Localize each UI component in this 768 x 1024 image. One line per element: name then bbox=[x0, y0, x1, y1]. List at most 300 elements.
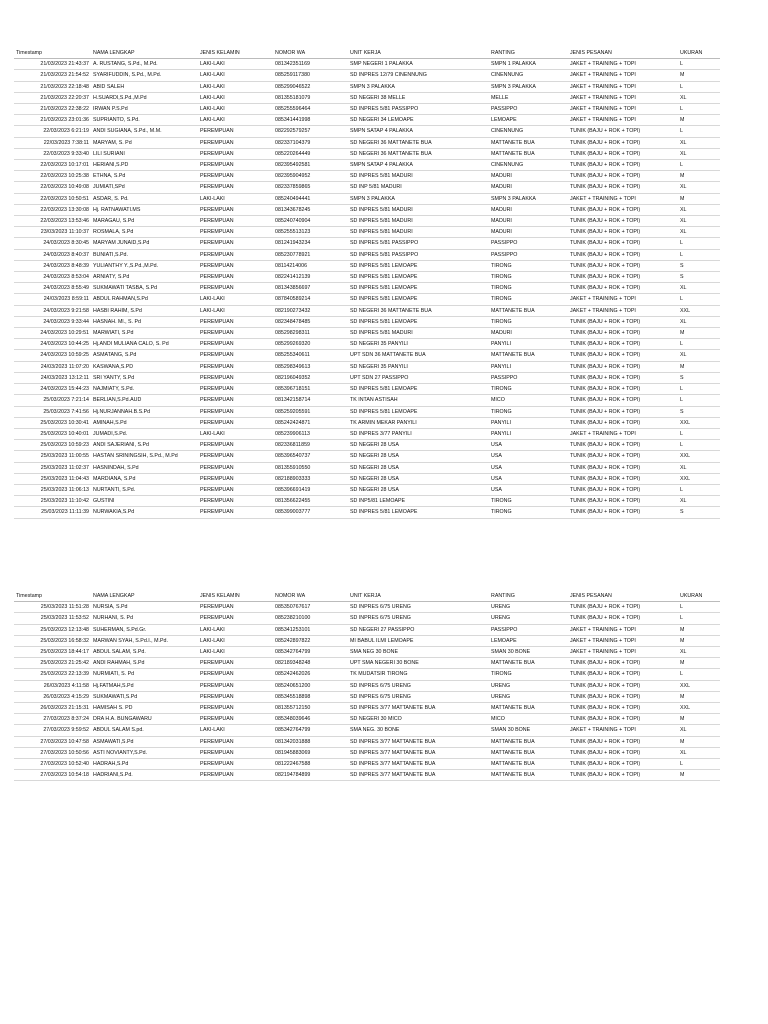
size-cell: S bbox=[678, 260, 720, 271]
gender-cell: PEREMPUAN bbox=[198, 496, 273, 507]
column-header: UKURAN bbox=[678, 48, 720, 59]
table-row bbox=[14, 372, 720, 383]
branch-cell: USA bbox=[489, 451, 568, 462]
unit-cell: TK ARMIN MEKAR PANYILI bbox=[348, 417, 489, 428]
name-cell: ASMAWATI,S.Pd bbox=[91, 736, 198, 747]
name-cell: HASTAN SRININGSIH, S.Pd., M.Pd bbox=[91, 451, 198, 462]
table-row bbox=[14, 238, 720, 249]
size-cell: M bbox=[678, 691, 720, 702]
order-type-cell: TUNIK (BAJU + ROK + TOPI) bbox=[568, 216, 678, 227]
column-header: NOMOR WA bbox=[273, 591, 348, 602]
order-type-cell: TUNIK (BAJU + ROK + TOPI) bbox=[568, 406, 678, 417]
timestamp-cell: 25/03/2023 11:04:43 bbox=[14, 473, 91, 484]
size-cell: L bbox=[678, 126, 720, 137]
order-type-cell: TUNIK (BAJU + ROK + TOPI) bbox=[568, 260, 678, 271]
gender-cell: LAKI-LAKI bbox=[198, 635, 273, 646]
size-cell: XXL bbox=[678, 451, 720, 462]
size-cell: S bbox=[678, 507, 720, 518]
column-header: UNIT KERJA bbox=[348, 591, 489, 602]
gender-cell: PEREMPUAN bbox=[198, 736, 273, 747]
order-type-cell: TUNIK (BAJU + ROK + TOPI) bbox=[568, 372, 678, 383]
gender-cell: LAKI-LAKI bbox=[198, 725, 273, 736]
table-row bbox=[14, 473, 720, 484]
timestamp-cell: 24/03/2023 8:40:37 bbox=[14, 249, 91, 260]
size-cell: XL bbox=[678, 725, 720, 736]
phone-cell: 082292579257 bbox=[273, 126, 348, 137]
size-cell: M bbox=[678, 361, 720, 372]
branch-cell: TIRONG bbox=[489, 669, 568, 680]
branch-cell: PANYILI bbox=[489, 339, 568, 350]
branch-cell: PASSIPPO bbox=[489, 238, 568, 249]
order-type-cell: TUNIK (BAJU + ROK + TOPI) bbox=[568, 602, 678, 613]
table-row bbox=[14, 451, 720, 462]
unit-cell: SD INPRES 6/75 URENG bbox=[348, 602, 489, 613]
gender-cell: PEREMPUAN bbox=[198, 227, 273, 238]
timestamp-cell: 22/03/2023 10:25:38 bbox=[14, 171, 91, 182]
size-cell: L bbox=[678, 384, 720, 395]
unit-cell: SD NEGERI 28 USA bbox=[348, 440, 489, 451]
branch-cell: MATTANETE BUA bbox=[489, 703, 568, 714]
timestamp-cell: 25/03/2023 11:00:55 bbox=[14, 451, 91, 462]
size-cell: XXL bbox=[678, 680, 720, 691]
size-cell: S bbox=[678, 372, 720, 383]
column-header: NAMA LENGKAP bbox=[91, 591, 198, 602]
unit-cell: SD INPRES 6/75 URENG bbox=[348, 680, 489, 691]
branch-cell: SMPN 1 PALAKKA bbox=[489, 59, 568, 70]
branch-cell: PANYILI bbox=[489, 361, 568, 372]
gender-cell: PEREMPUAN bbox=[198, 126, 273, 137]
gender-cell: PEREMPUAN bbox=[198, 160, 273, 171]
timestamp-cell: 25/03/2023 12:13:48 bbox=[14, 624, 91, 635]
timestamp-cell: 24/03/2023 9:21:58 bbox=[14, 305, 91, 316]
phone-cell: 085242462026 bbox=[273, 669, 348, 680]
table-row bbox=[14, 714, 720, 725]
unit-cell: SD NEGERI 30 MICO bbox=[348, 714, 489, 725]
unit-cell: SD INPRES 5/81 LEMOAPE bbox=[348, 406, 489, 417]
timestamp-cell: 24/03/2023 8:30:45 bbox=[14, 238, 91, 249]
table-row bbox=[14, 137, 720, 148]
size-cell: M bbox=[678, 193, 720, 204]
unit-cell: SD INPRES 3/77 MATTANETE BUA bbox=[348, 770, 489, 781]
phone-cell: 082336811859 bbox=[273, 440, 348, 451]
table-row bbox=[14, 440, 720, 451]
table-row bbox=[14, 736, 720, 747]
timestamp-cell: 24/03/2023 9:33:44 bbox=[14, 316, 91, 327]
name-cell: BERLIAN,S.Pd.AUD bbox=[91, 395, 198, 406]
gender-cell: PEREMPUAN bbox=[198, 613, 273, 624]
unit-cell: SD INPRES 5/81 MADURI bbox=[348, 216, 489, 227]
timestamp-cell: 24/03/2023 13:12:11 bbox=[14, 372, 91, 383]
order-type-cell: TUNIK (BAJU + ROK + TOPI) bbox=[568, 384, 678, 395]
gender-cell: LAKI-LAKI bbox=[198, 647, 273, 658]
table-row bbox=[14, 204, 720, 215]
gender-cell: PEREMPUAN bbox=[198, 714, 273, 725]
name-cell: YULIANTHY Y.,S.Pd.,M.Pd. bbox=[91, 260, 198, 271]
size-cell: M bbox=[678, 171, 720, 182]
name-cell: Hj.NURJANNAH.B.S.Pd bbox=[91, 406, 198, 417]
phone-cell: 081342031888 bbox=[273, 736, 348, 747]
timestamp-cell: 21/03/2023 22:38:22 bbox=[14, 104, 91, 115]
phone-cell: 081356622455 bbox=[273, 496, 348, 507]
order-type-cell: TUNIK (BAJU + ROK + TOPI) bbox=[568, 238, 678, 249]
gender-cell: PEREMPUAN bbox=[198, 658, 273, 669]
order-type-cell: TUNIK (BAJU + ROK + TOPI) bbox=[568, 148, 678, 159]
branch-cell: MICO bbox=[489, 714, 568, 725]
unit-cell: SD NEGERI 34 LEMOAPE bbox=[348, 115, 489, 126]
timestamp-cell: 22/03/2023 10:17:01 bbox=[14, 160, 91, 171]
gender-cell: PEREMPUAN bbox=[198, 350, 273, 361]
phone-cell: 082395492581 bbox=[273, 160, 348, 171]
gender-cell: PEREMPUAN bbox=[198, 417, 273, 428]
phone-cell: 085242424871 bbox=[273, 417, 348, 428]
branch-cell: MADURI bbox=[489, 182, 568, 193]
name-cell: Hj.ANDI MULIANA CALO, S. Pd bbox=[91, 339, 198, 350]
phone-cell: 085240651200 bbox=[273, 680, 348, 691]
branch-cell: SMPN 3 PALAKKA bbox=[489, 193, 568, 204]
column-header: UNIT KERJA bbox=[348, 48, 489, 59]
phone-cell: 085255513123 bbox=[273, 227, 348, 238]
unit-cell: SD NEGERI 36 MATTANETE BUA bbox=[348, 137, 489, 148]
branch-cell: URENG bbox=[489, 602, 568, 613]
order-type-cell: TUNIK (BAJU + ROK + TOPI) bbox=[568, 272, 678, 283]
timestamp-cell: 22/03/2023 10:50:51 bbox=[14, 193, 91, 204]
table-row bbox=[14, 406, 720, 417]
unit-cell: UPT SMA NEGERI 30 BONE bbox=[348, 658, 489, 669]
unit-cell: SD INPRES 5/81 LEMOAPE bbox=[348, 283, 489, 294]
table-row bbox=[14, 227, 720, 238]
size-cell: M bbox=[678, 328, 720, 339]
phone-cell: 081343856697 bbox=[273, 283, 348, 294]
table-row bbox=[14, 669, 720, 680]
timestamp-cell: 25/03/2023 11:11:39 bbox=[14, 507, 91, 518]
gender-cell: PEREMPUAN bbox=[198, 770, 273, 781]
size-cell: M bbox=[678, 70, 720, 81]
order-type-cell: TUNIK (BAJU + ROK + TOPI) bbox=[568, 613, 678, 624]
size-cell: L bbox=[678, 440, 720, 451]
size-cell: M bbox=[678, 624, 720, 635]
timestamp-cell: 22/03/2023 13:53:46 bbox=[14, 216, 91, 227]
name-cell: SRI YANTY, S.Pd bbox=[91, 372, 198, 383]
unit-cell: SMPN SATAP 4 PALAKKA bbox=[348, 126, 489, 137]
phone-cell: 085259117380 bbox=[273, 70, 348, 81]
size-cell: XL bbox=[678, 216, 720, 227]
unit-cell: SD INPRES 3/77 MATTANETE BUA bbox=[348, 759, 489, 770]
table-row bbox=[14, 635, 720, 646]
table-row bbox=[14, 361, 720, 372]
gender-cell: LAKI-LAKI bbox=[198, 70, 273, 81]
phone-cell: 081222467588 bbox=[273, 759, 348, 770]
table-row bbox=[14, 417, 720, 428]
name-cell: HASNINDAH, S.Pd bbox=[91, 462, 198, 473]
branch-cell: PASSIPPO bbox=[489, 624, 568, 635]
order-type-cell: JAKET + TRAINING + TOPI bbox=[568, 81, 678, 92]
size-cell: L bbox=[678, 81, 720, 92]
branch-cell: PASSIPPO bbox=[489, 372, 568, 383]
gender-cell: LAKI-LAKI bbox=[198, 624, 273, 635]
timestamp-cell: 25/03/2023 10:40:01 bbox=[14, 428, 91, 439]
order-type-cell: TUNIK (BAJU + ROK + TOPI) bbox=[568, 361, 678, 372]
phone-cell: 082190273432 bbox=[273, 305, 348, 316]
branch-cell: LEMOAPE bbox=[489, 635, 568, 646]
phone-cell: 085259205591 bbox=[273, 406, 348, 417]
name-cell: SYARIFUDDIN, S.Pd., M.Pd. bbox=[91, 70, 198, 81]
name-cell: NURWAKIA,S.Pd bbox=[91, 507, 198, 518]
column-header: JENIS KELAMIN bbox=[198, 591, 273, 602]
table-row bbox=[14, 691, 720, 702]
gender-cell: PEREMPUAN bbox=[198, 669, 273, 680]
unit-cell: SD INPRES 3/77 PANYILI bbox=[348, 428, 489, 439]
branch-cell: MATTANETE BUA bbox=[489, 137, 568, 148]
unit-cell: SD INPRES 5/81 LEMOAPE bbox=[348, 272, 489, 283]
table-row bbox=[14, 171, 720, 182]
size-cell: L bbox=[678, 59, 720, 70]
name-cell: MARYAM JUNAID,S.Pd bbox=[91, 238, 198, 249]
branch-cell: USA bbox=[489, 462, 568, 473]
unit-cell: SMPN 3 PALAKKA bbox=[348, 81, 489, 92]
order-type-cell: TUNIK (BAJU + ROK + TOPI) bbox=[568, 137, 678, 148]
gender-cell: PEREMPUAN bbox=[198, 216, 273, 227]
branch-cell: CINENNUNG bbox=[489, 70, 568, 81]
branch-cell: URENG bbox=[489, 680, 568, 691]
size-cell: L bbox=[678, 339, 720, 350]
name-cell: JUMADI,S.Pd. bbox=[91, 428, 198, 439]
table-row bbox=[14, 272, 720, 283]
unit-cell: SD NEGERI 36 MATTANETE BUA bbox=[348, 305, 489, 316]
table-row bbox=[14, 462, 720, 473]
branch-cell: SMAN 30 BONE bbox=[489, 725, 568, 736]
phone-cell: 081355181079 bbox=[273, 92, 348, 103]
branch-cell: TIRONG bbox=[489, 294, 568, 305]
unit-cell: SD INPRES 5/81 MADURI bbox=[348, 171, 489, 182]
order-type-cell: TUNIK (BAJU + ROK + TOPI) bbox=[568, 182, 678, 193]
gender-cell: PEREMPUAN bbox=[198, 260, 273, 271]
name-cell: NURTANTI, S.Pd. bbox=[91, 484, 198, 495]
name-cell: DRA H.A. BUNGAWARU bbox=[91, 714, 198, 725]
timestamp-cell: 21/03/2023 21:54:52 bbox=[14, 70, 91, 81]
name-cell: NURMIATI, S. Pd bbox=[91, 669, 198, 680]
column-header: UKURAN bbox=[678, 591, 720, 602]
table-row bbox=[14, 294, 720, 305]
order-type-cell: TUNIK (BAJU + ROK + TOPI) bbox=[568, 680, 678, 691]
branch-cell: PANYILI bbox=[489, 417, 568, 428]
unit-cell: SMP NEGERI 1 PALAKKA bbox=[348, 59, 489, 70]
timestamp-cell: 22/03/2023 9:33:40 bbox=[14, 148, 91, 159]
table-row bbox=[14, 126, 720, 137]
phone-cell: 082188903333 bbox=[273, 473, 348, 484]
name-cell: Hj. RATNAWATI.MS bbox=[91, 204, 198, 215]
unit-cell: SD NEGERI 28 USA bbox=[348, 473, 489, 484]
name-cell: ABID SALEH bbox=[91, 81, 198, 92]
name-cell: AMINAH,S.Pd bbox=[91, 417, 198, 428]
timestamp-cell: 25/03/2023 11:10:42 bbox=[14, 496, 91, 507]
gender-cell: PEREMPUAN bbox=[198, 440, 273, 451]
timestamp-cell: 21/03/2023 23:01:36 bbox=[14, 115, 91, 126]
timestamp-cell: 21/03/2023 21:43:37 bbox=[14, 59, 91, 70]
column-header: Timestamp bbox=[14, 48, 91, 59]
timestamp-cell: 21/03/2023 22:18:48 bbox=[14, 81, 91, 92]
order-type-cell: JAKET + TRAINING + TOPI bbox=[568, 115, 678, 126]
phone-cell: 085255340611 bbox=[273, 350, 348, 361]
branch-cell: MADURI bbox=[489, 204, 568, 215]
phone-cell: 082395904952 bbox=[273, 171, 348, 182]
size-cell: L bbox=[678, 249, 720, 260]
name-cell: ASDAR, S. Pd. bbox=[91, 193, 198, 204]
unit-cell: SD NEGERI 27 PASSIPPO bbox=[348, 624, 489, 635]
gender-cell: PEREMPUAN bbox=[198, 691, 273, 702]
unit-cell: SD INPRES 5/81 PASSIPPO bbox=[348, 238, 489, 249]
table-row bbox=[14, 249, 720, 260]
table-row bbox=[14, 602, 720, 613]
timestamp-cell: 25/03/2023 10:30:41 bbox=[14, 417, 91, 428]
phone-cell: 085341253101 bbox=[273, 624, 348, 635]
size-cell: M bbox=[678, 635, 720, 646]
name-cell: NURSIA, S.Pd bbox=[91, 602, 198, 613]
table-body bbox=[14, 602, 720, 781]
size-cell: L bbox=[678, 613, 720, 624]
phone-cell: 08114214006 bbox=[273, 260, 348, 271]
phone-cell: 085238210100 bbox=[273, 613, 348, 624]
column-header: JENIS PESANAN bbox=[568, 48, 678, 59]
size-cell: XL bbox=[678, 182, 720, 193]
table-row bbox=[14, 507, 720, 518]
order-type-cell: JAKET + TRAINING + TOPI bbox=[568, 647, 678, 658]
phone-cell: 085345518898 bbox=[273, 691, 348, 702]
phone-cell: 087840589214 bbox=[273, 294, 348, 305]
size-cell: XL bbox=[678, 148, 720, 159]
branch-cell: SMAN 30 BONE bbox=[489, 647, 568, 658]
table-row bbox=[14, 216, 720, 227]
name-cell: NAJMIATY, S.Pd. bbox=[91, 384, 198, 395]
branch-cell: CINENNUNG bbox=[489, 160, 568, 171]
timestamp-cell: 25/03/2023 7:41:56 bbox=[14, 406, 91, 417]
table-body bbox=[14, 59, 720, 518]
size-cell: XL bbox=[678, 204, 720, 215]
timestamp-cell: 25/03/2023 18:44:17 bbox=[14, 647, 91, 658]
timestamp-cell: 27/03/2023 10:54:18 bbox=[14, 770, 91, 781]
phone-cell: 085299269320 bbox=[273, 339, 348, 350]
unit-cell: SD INPRES 5/81 PASSIPPO bbox=[348, 249, 489, 260]
size-cell: XXL bbox=[678, 417, 720, 428]
phone-cell: 081355910550 bbox=[273, 462, 348, 473]
table-row bbox=[14, 484, 720, 495]
gender-cell: PEREMPUAN bbox=[198, 204, 273, 215]
branch-cell: CINENNUNG bbox=[489, 126, 568, 137]
phone-cell: 082194784899 bbox=[273, 770, 348, 781]
unit-cell: TK INTAN ASTISAH bbox=[348, 395, 489, 406]
order-type-cell: TUNIK (BAJU + ROK + TOPI) bbox=[568, 204, 678, 215]
branch-cell: PASSIPPO bbox=[489, 104, 568, 115]
name-cell: HASBI RAHIM, S.Pd bbox=[91, 305, 198, 316]
order-type-cell: TUNIK (BAJU + ROK + TOPI) bbox=[568, 126, 678, 137]
table-row bbox=[14, 59, 720, 70]
phone-cell: 082196049352 bbox=[273, 372, 348, 383]
unit-cell: SD INPRES 5/81 LEMOAPE bbox=[348, 260, 489, 271]
branch-cell: MATTANETE BUA bbox=[489, 759, 568, 770]
branch-cell: URENG bbox=[489, 613, 568, 624]
branch-cell: USA bbox=[489, 473, 568, 484]
table-row bbox=[14, 350, 720, 361]
branch-cell: MATTANETE BUA bbox=[489, 350, 568, 361]
order-type-cell: JAKET + TRAINING + TOPI bbox=[568, 104, 678, 115]
gender-cell: PEREMPUAN bbox=[198, 238, 273, 249]
gender-cell: LAKI-LAKI bbox=[198, 92, 273, 103]
order-type-cell: TUNIK (BAJU + ROK + TOPI) bbox=[568, 316, 678, 327]
order-type-cell: TUNIK (BAJU + ROK + TOPI) bbox=[568, 451, 678, 462]
order-type-cell: TUNIK (BAJU + ROK + TOPI) bbox=[568, 473, 678, 484]
timestamp-cell: 24/03/2023 8:55:49 bbox=[14, 283, 91, 294]
unit-cell: SD NEGERI 28 USA bbox=[348, 451, 489, 462]
branch-cell: MATTANETE BUA bbox=[489, 148, 568, 159]
name-cell: ASMATANG, S.Pd bbox=[91, 350, 198, 361]
phone-cell: 081355712150 bbox=[273, 703, 348, 714]
phone-cell: 085341441998 bbox=[273, 115, 348, 126]
timestamp-cell: 25/03/2023 16:58:32 bbox=[14, 635, 91, 646]
column-header: Timestamp bbox=[14, 591, 91, 602]
order-type-cell: TUNIK (BAJU + ROK + TOPI) bbox=[568, 759, 678, 770]
size-cell: M bbox=[678, 736, 720, 747]
unit-cell: SD INPRES 5/81 MADURI bbox=[348, 227, 489, 238]
phone-cell: 085396691419 bbox=[273, 484, 348, 495]
size-cell: L bbox=[678, 669, 720, 680]
gender-cell: LAKI-LAKI bbox=[198, 81, 273, 92]
branch-cell: MICO bbox=[489, 395, 568, 406]
name-cell: NURHANI, S. Pd bbox=[91, 613, 198, 624]
name-cell: ARNIATY, S.Pd bbox=[91, 272, 198, 283]
timestamp-cell: 25/03/2023 11:51:28 bbox=[14, 602, 91, 613]
order-type-cell: TUNIK (BAJU + ROK + TOPI) bbox=[568, 328, 678, 339]
table-row bbox=[14, 658, 720, 669]
branch-cell: PANYILI bbox=[489, 428, 568, 439]
gender-cell: PEREMPUAN bbox=[198, 249, 273, 260]
order-type-cell: TUNIK (BAJU + ROK + TOPI) bbox=[568, 770, 678, 781]
timestamp-cell: 24/03/2023 8:59:11 bbox=[14, 294, 91, 305]
order-type-cell: TUNIK (BAJU + ROK + TOPI) bbox=[568, 736, 678, 747]
name-cell: MARYAM, S. Pd bbox=[91, 137, 198, 148]
gender-cell: PEREMPUAN bbox=[198, 171, 273, 182]
phone-cell: 081342158714 bbox=[273, 395, 348, 406]
branch-cell: TIRONG bbox=[489, 496, 568, 507]
branch-cell: MATTANETE BUA bbox=[489, 770, 568, 781]
timestamp-cell: 24/03/2023 11:07:20 bbox=[14, 361, 91, 372]
order-type-cell: TUNIK (BAJU + ROK + TOPI) bbox=[568, 440, 678, 451]
gender-cell: LAKI-LAKI bbox=[198, 294, 273, 305]
order-type-cell: TUNIK (BAJU + ROK + TOPI) bbox=[568, 507, 678, 518]
unit-cell: SD NEGERI 28 USA bbox=[348, 462, 489, 473]
unit-cell: SD INPRES 5/81 LEMOAPE bbox=[348, 384, 489, 395]
name-cell: SUKMAWATI,S.Pd bbox=[91, 691, 198, 702]
unit-cell: SMPN 3 PALAKKA bbox=[348, 193, 489, 204]
branch-cell: TIRONG bbox=[489, 406, 568, 417]
table-row bbox=[14, 613, 720, 624]
gender-cell: LAKI-LAKI bbox=[198, 104, 273, 115]
column-header: NAMA LENGKAP bbox=[91, 48, 198, 59]
table-row bbox=[14, 328, 720, 339]
branch-cell: MATTANETE BUA bbox=[489, 658, 568, 669]
size-cell: XL bbox=[678, 283, 720, 294]
size-cell: L bbox=[678, 294, 720, 305]
order-type-cell: JAKET + TRAINING + TOPI bbox=[568, 70, 678, 81]
name-cell: ANDI SAJERIANI, S.Pd bbox=[91, 440, 198, 451]
branch-cell: TIRONG bbox=[489, 283, 568, 294]
table-row bbox=[14, 395, 720, 406]
phone-cell: 081945883069 bbox=[273, 747, 348, 758]
table-row bbox=[14, 647, 720, 658]
order-type-cell: TUNIK (BAJU + ROK + TOPI) bbox=[568, 395, 678, 406]
unit-cell: SD INPRES 6/75 URENG bbox=[348, 691, 489, 702]
branch-cell: TIRONG bbox=[489, 316, 568, 327]
timestamp-cell: 24/03/2023 15:44:23 bbox=[14, 384, 91, 395]
table-row bbox=[14, 770, 720, 781]
